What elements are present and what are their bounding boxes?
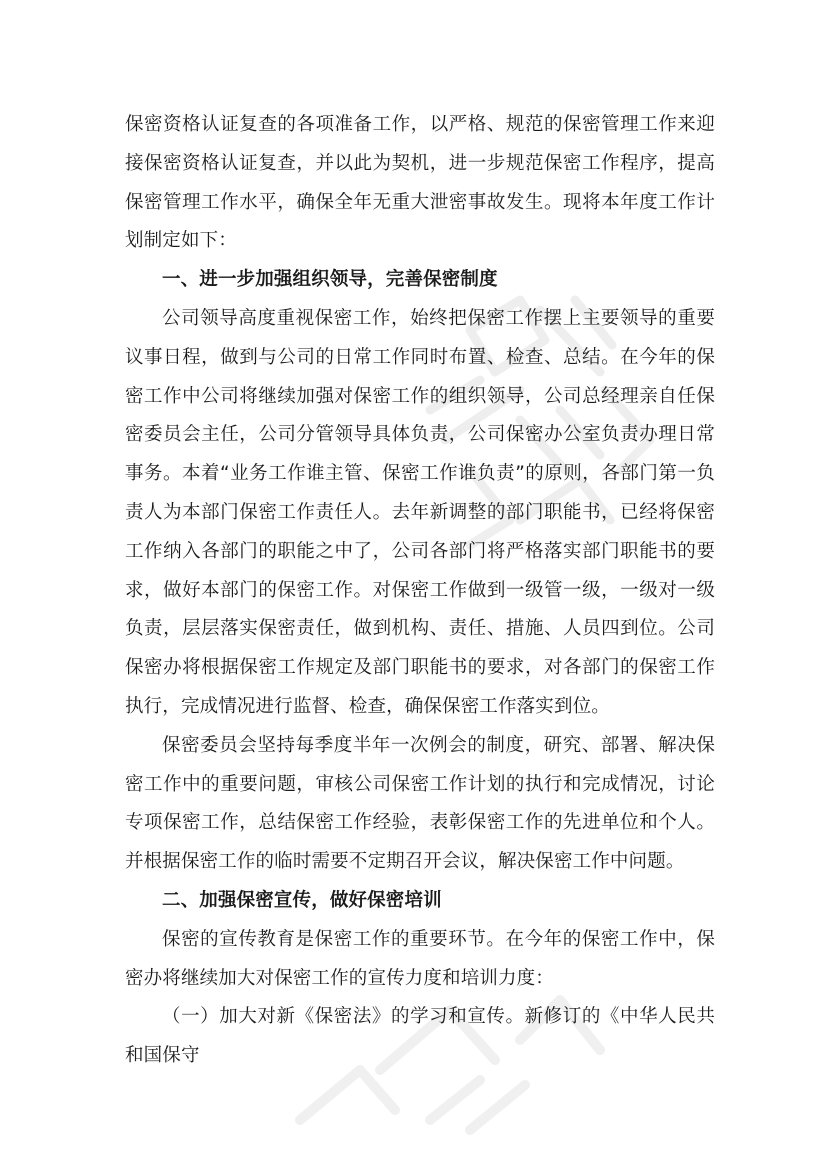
section-heading-2: 二、加强保密宣传，做好保密培训 — [162, 889, 442, 911]
section-heading-1: 一、进一步加强组织领导，完善保密制度 — [162, 269, 498, 291]
paragraph-publicity: 保密的宣传教育是保密工作的重要环节。在今年的保密工作中，保密办将继续加大对保密工作的宣传力度和培训力度： — [125, 928, 715, 989]
paragraph-committee: 保密委员会坚持每季度半年一次例会的制度，研究、部署、解决保密工作中的重要问题，审核公司保密工作计划的执行和完成情况，讨论专项保密工作，总结保密工作经验，表彰保密工作的先进单位和个人。并根据保密工作的临时需要不定期召开会议，解决保密工作中问题。 — [125, 734, 715, 873]
paragraph-leadership: 公司领导高度重视保密工作，始终把保密工作摆上主要领导的重要议事日程，做到与公司的日常工作同时布置、检查、总结。在今年的保密工作中公司将继续加强对保密工作的组织领导，公司总经理亲自任保密委员会主任，公司分管领导具体负责，公司保密办公室负责办理日常事务。本着“业务工作谁主管、保密工作谁负责”的原则，各部门第一负责人为本部门保密工作责任人。去年新调整的部门职能书，已经将保密工作纳入各部门的职能之中了，公司各部门将严格落实部门职能书的要求，做好本部门的保密工作。对保密工作做到一级管一级，一级对一级负责，层层落实保密责任，做到机构、责任、措施、人员四到位。公司保密办将根据保密工作规定及部门职能书的要求，对各部门的保密工作执行，完成情况进行监督、检查，确保保密工作落实到位。 — [125, 307, 715, 717]
paragraph-law-study: （一）加大对新《保密法》的学习和宣传。新修订的《中华人民共和国保守 — [125, 1006, 715, 1067]
paragraph-intro: 保密资格认证复查的各项准备工作，以严格、规范的保密管理工作来迎接保密资格认证复查，并以此为契机，进一步规范保密工作程序，提高保密管理工作水平，确保全年无重大泄密事故发生。现将本年度工作计划制定如下： — [125, 114, 715, 252]
document-body — [125, 106, 715, 1076]
